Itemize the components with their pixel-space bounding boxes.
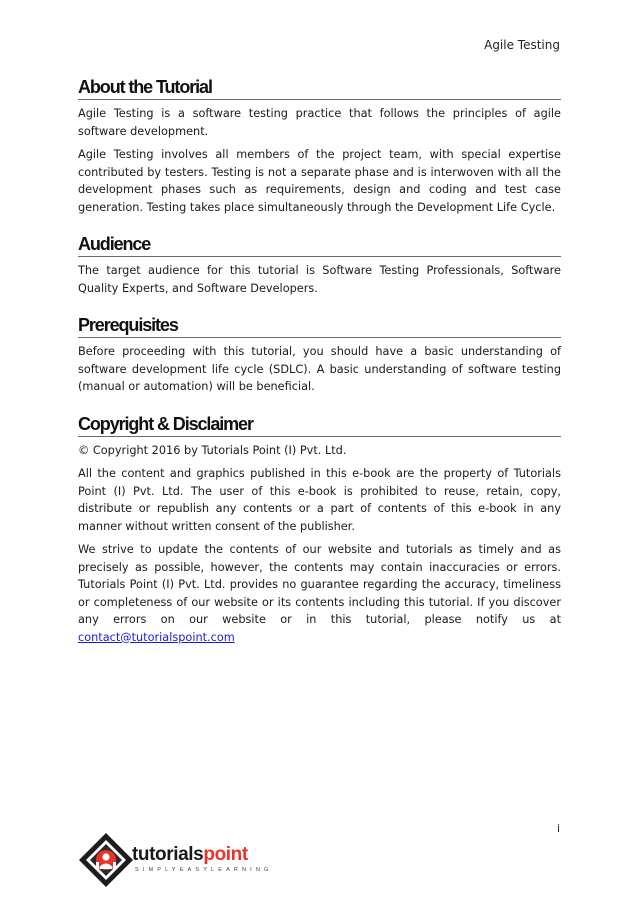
copyright-paragraph-2-text: We strive to update the contents of our website and tutorials as timely and as precisely as possible, however, the contents may contain inaccuracies or errors. Tutorials Point (I) Pvt. Ltd. provides no guarantee regarding the accuracy, timeliness or completeness of our website or its contents including this tutorial. If you discover any errors on our website or in this tutorial, please notify us at [78,543,561,626]
page-number: i [556,822,560,835]
logo-word-tutorials: tutorials [132,844,204,865]
logo-emblem-icon [78,832,134,888]
section-prerequisites [78,314,561,396]
about-paragraph-1: Agile Testing is a software testing practice that follows the principles of agile software development. [78,107,561,138]
tutorialspoint-logo [78,832,278,888]
running-header: Agile Testing [484,38,560,52]
copyright-paragraph-2 [78,541,561,646]
section-about [78,76,561,216]
contact-email-link[interactable]: contact@tutorialspoint.com [78,630,235,644]
section-title-about: About the Tutorial [78,76,561,100]
logo-wordmark [132,845,248,865]
about-paragraph-2: Agile Testing involves all members of the project team, with special expertise contributed by testers. Testing is not a separate phase and is interwoven with all the development phases such as requirements, design and coding and test case generation. Testing takes place simultaneously through the Development Life Cycle. [78,148,561,214]
section-title-copyright: Copyright & Disclaimer [78,413,561,437]
copyright-notice: © Copyright 2016 by Tutorials Point (I) Pvt. Ltd. [78,443,347,457]
prerequisites-paragraph: Before proceeding with this tutorial, you should have a basic understanding of software development life cycle (SDLC). A basic understanding of software testing (manual or automation) will be beneficial. [78,345,561,393]
section-title-audience: Audience [78,233,561,257]
copyright-paragraph-1: All the content and graphics published in this e-book are the property of Tutorials Point (I) Pvt. Ltd. The user of this e-book is prohibited to reuse, retain, copy, distribute or republish any contents or a part of contents of this e-book in any manner without written consent of the publisher. [78,467,561,533]
document-body [78,76,561,663]
logo-tagline: SIMPLYEASYLEARNING [135,867,273,873]
section-copyright [78,413,561,647]
audience-paragraph: The target audience for this tutorial is Software Testing Professionals, Software Quality Experts, and Software Developers. [78,264,561,295]
section-audience [78,233,561,297]
logo-word-point: point [203,844,248,865]
section-title-prerequisites: Prerequisites [78,314,561,338]
